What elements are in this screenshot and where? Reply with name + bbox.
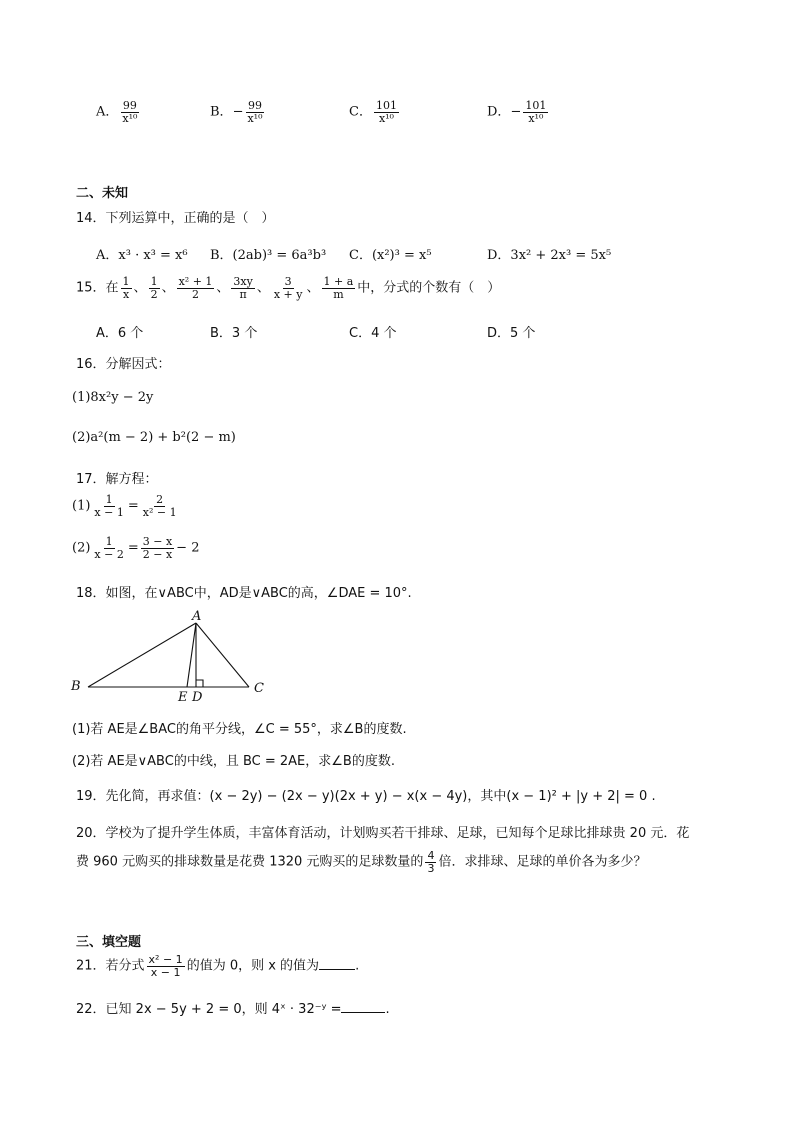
question-17-stem: 17．解方程：: [76, 472, 158, 487]
question-20-line-2: 费 960 元购买的排球数量是花费 1320 元购买的足球数量的 $\frac{4}{3}$ 倍．求排球、足球的单价各为多少？: [76, 849, 647, 875]
segment-ae: [187, 623, 196, 687]
q13-option-c: [349, 100, 401, 124]
fraction: $\frac{3}{x + y}$: [273, 275, 303, 301]
fraction: $\frac{3 - x}{2 - x}$: [142, 535, 173, 561]
label-b: B: [71, 679, 81, 694]
fraction: $\frac{1}{x - 2}$: [94, 535, 124, 561]
fraction: $\frac{2}{\text{x² − 1}}$: [142, 493, 177, 519]
q14-option-d: D．3x² + 2x³ = 5x⁵: [487, 248, 612, 263]
side-ab: [88, 623, 196, 687]
fraction: $\frac{1}{2}$: [150, 275, 158, 301]
question-19: 19．先化简，再求值：(x − 2y) − (2x − y)(2x + y) − x(x − 4y)，其中(x − 1)² + |y + 2| = 0 .: [76, 789, 656, 804]
fraction: $\frac{\text{x² − 1}}{x - 1}$: [148, 953, 183, 979]
fraction: $\frac{99}{\text{x¹⁰}}$: [247, 99, 263, 125]
triangle-figure: [66, 608, 276, 704]
answer-blank[interactable]: [319, 969, 355, 970]
fraction: $\frac{\text{x² + 1}}{2}$: [178, 275, 213, 301]
answer-blank[interactable]: [341, 1012, 385, 1013]
fraction: $\frac{1 + a}{m}$: [323, 275, 354, 301]
side-ac: [196, 623, 249, 687]
q18-part-2: (2)若 AE是∨ABC的中线，且 BC = 2AE，求∠B的度数.: [72, 754, 395, 769]
option-label: D．: [487, 104, 511, 120]
fraction: $\frac{1}{x}$: [122, 275, 130, 301]
right-angle-mark: [196, 680, 203, 687]
q18-part-1: (1)若 AE是∠BAC的角平分线，∠C = 55°，求∠B的度数.: [72, 722, 407, 737]
q13-option-b: [210, 100, 267, 124]
question-15-stem: 15．在 $\frac{1}{x}$ 、 $\frac{1}{2}$ 、 $\frac{\text{x² + 1}}{2}$ 、 $\frac{3xy}{\pi}$ 、 $\frac{3}{x + y}$ 、 $\frac{1 + a}{m}$ 中，分式的个数有（ ）: [76, 275, 501, 301]
fraction: $\frac{3xy}{\pi}$: [233, 275, 253, 301]
q15-option-c: C．4 个: [349, 326, 397, 341]
section-title: 二、未知: [76, 186, 129, 201]
question-18-stem: 18．如图，在∨ABC中，AD是∨ABC的高，∠DAE = 10°.: [76, 586, 412, 601]
question-20-line-1: 20．学校为了提升学生体质，丰富体育活动，计划购买若干排球、足球，已知每个足球比排球贵 20 元．花: [76, 826, 690, 841]
question-22: 22．已知 2x − 5y + 2 = 0，则 4ˣ · 32⁻ʸ = .: [76, 1002, 390, 1017]
q13-option-d: [487, 100, 550, 124]
fraction: $\frac{4}{3}$: [427, 849, 435, 875]
question-21: 21．若分式 $\frac{\text{x² − 1}}{x - 1}$ 的值为 0，则 x 的值为 .: [76, 953, 360, 979]
fraction: $\frac{101}{\text{x¹⁰}}$: [525, 99, 547, 125]
q16-part-2: (2)a²(m − 2) + b²(2 − m): [72, 430, 236, 445]
option-label: A．: [96, 104, 119, 120]
q15-option-b: B．3 个: [210, 326, 258, 341]
fraction: $\frac{101}{\text{x¹⁰}}$: [375, 99, 397, 125]
q17-part-1: (1) $\frac{1}{x - 1}$ = $\frac{2}{\text{x² − 1}}$: [72, 493, 177, 519]
label-c: C: [254, 681, 264, 696]
label-d: D: [192, 690, 203, 704]
q15-option-a: A．6 个: [96, 326, 144, 341]
q14-option-a: A．x³ · x³ = x⁶: [96, 248, 188, 263]
question-14-stem: 14．下列运算中，正确的是（ ）: [76, 211, 275, 226]
label-e: E: [178, 690, 188, 704]
q14-option-c: C．(x²)³ = x⁵: [349, 248, 432, 263]
option-label: C．: [349, 104, 372, 120]
minus-sign: −: [232, 104, 244, 120]
q15-option-d: D．5 个: [487, 326, 536, 341]
question-16-stem: 16．分解因式：: [76, 357, 171, 372]
fraction: $\frac{99}{\text{x¹⁰}}$: [122, 99, 138, 125]
q17-part-2: (2) $\frac{1}{x - 2}$ = $\frac{3 - x}{2 - x}$ − 2: [72, 535, 200, 561]
q16-part-1: (1)8x²y − 2y: [72, 390, 154, 405]
option-label: B．: [210, 104, 233, 120]
minus-sign: −: [510, 104, 522, 120]
label-a: A: [192, 609, 202, 624]
q14-option-b: B．(2ab)³ = 6a³b³: [210, 248, 327, 263]
section-title: 三、填空题: [76, 935, 142, 950]
q13-option-a: [96, 100, 141, 124]
fraction: $\frac{1}{x - 1}$: [94, 493, 124, 519]
